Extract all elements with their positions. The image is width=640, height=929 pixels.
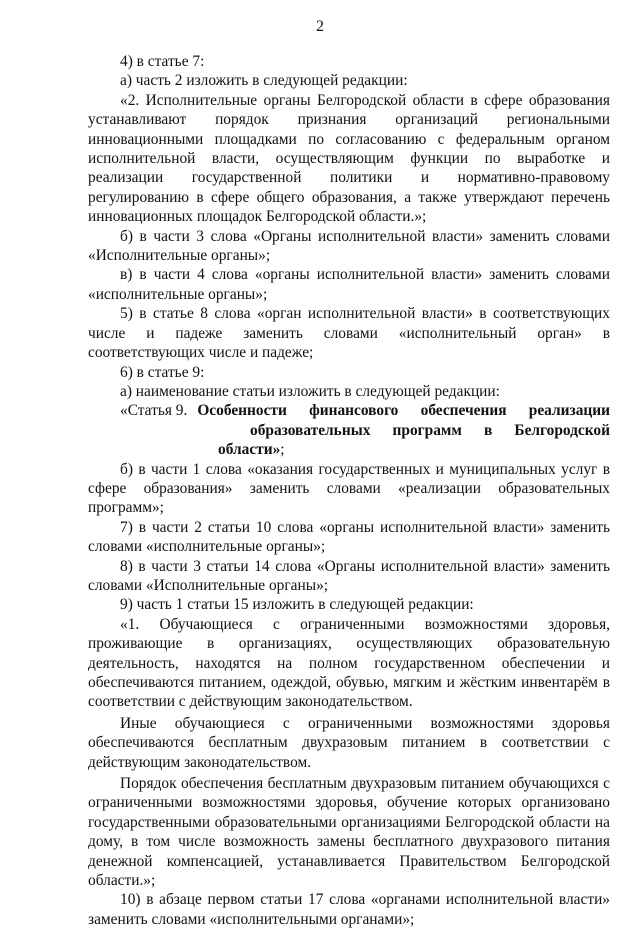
article-heading-line2 — [88, 421, 610, 460]
paragraph-subitem-a: а) часть 2 изложить в следующей редакции: — [120, 72, 408, 90]
paragraph-item-5: 5) в статье 8 слова «орган исполнительной власти» в соответствующих числе и падеже заменить словами «исполнительный орган» в соответствующих числе и падеже; — [88, 305, 610, 362]
paragraph-subitem-v: в) в части 4 слова «органы исполнительной власти» заменить словами «исполнительные органы»; — [88, 266, 610, 303]
page-number: 2 — [316, 18, 324, 35]
paragraph-item-8: 8) в части 3 статьи 14 слова «Органы исполнительной власти» заменить словами «Исполнительные органы»; — [88, 557, 610, 594]
paragraph-subitem-a-2: а) наименование статьи изложить в следующей редакции: — [120, 382, 500, 400]
paragraph-meal-procedure: Порядок обеспечения бесплатным двухразовым питанием обучающихся с ограниченными возможностями здоровья, обучение которых организовано государственными образовательными организациями Белгородской области на дому, в том числе возможность замены бесплатного двухразового питания денежной компенсацией, устанавливается Правительством Белгородской области.»; — [88, 775, 610, 890]
paragraph-item-4: 4) в статье 7: — [120, 53, 205, 70]
paragraph-quote-part-2: «2. Исполнительные органы Белгородской области в сфере образования устанавливают порядок признания организаций региональными инновационными площадками по согласованию с федеральным органом исполнительной власти, осуществляющим функции по выработке и реализации государственной политики и нормативно-правовому регулированию в сфере общего образования, а также утверждают перечень инновационных площадок Белгородской области.»; — [88, 91, 610, 226]
paragraph-item-7: 7) в части 2 статьи 10 слова «органы исполнительной власти» заменить словами «исполнительные органы»; — [88, 518, 610, 556]
article-heading-prefix: «Статья 9. — [120, 402, 188, 420]
article-heading-tail: ; — [280, 441, 285, 459]
article-heading-title-line2: образовательных программ в Белгородской области» — [218, 421, 610, 459]
document-body — [88, 52, 610, 929]
paragraph-other-students: Иные обучающиеся с ограниченными возможностями здоровья обеспечиваются бесплатным двухразовым питанием в соответствии с действующим законодательством. — [88, 714, 610, 771]
paragraph-item-9: 9) часть 1 статьи 15 изложить в следующей редакции: — [120, 596, 474, 614]
paragraph-quote-part-1: «1. Обучающиеся с ограниченными возможностями здоровья, проживающие в организациях, осуществляющих образовательную деятельность, находятся на полном государственном обеспечении и обеспечиваются питанием, одеждой, обувью, мягким и жёстким инвентарём в соответствии с действующим законодательством. — [88, 615, 610, 711]
paragraph-item-6: 6) в статье 9: — [120, 363, 205, 381]
paragraph-subitem-b-2: б) в части 1 слова «оказания государственных и муниципальных услуг в сфере образования» заменить словами «реализации образовательных программ»; — [88, 460, 610, 517]
article-heading-title-line1: Особенности финансового обеспечения реализации — [197, 402, 610, 420]
paragraph-item-10: 10) в абзаце первом статьи 17 слова «органами исполнительной власти» заменить словами «исполнительными органами»; — [88, 891, 610, 928]
article-heading — [88, 401, 610, 420]
paragraph-subitem-b: б) в части 3 слова «Органы исполнительной власти» заменить словами «Исполнительные органы»; — [88, 227, 610, 265]
